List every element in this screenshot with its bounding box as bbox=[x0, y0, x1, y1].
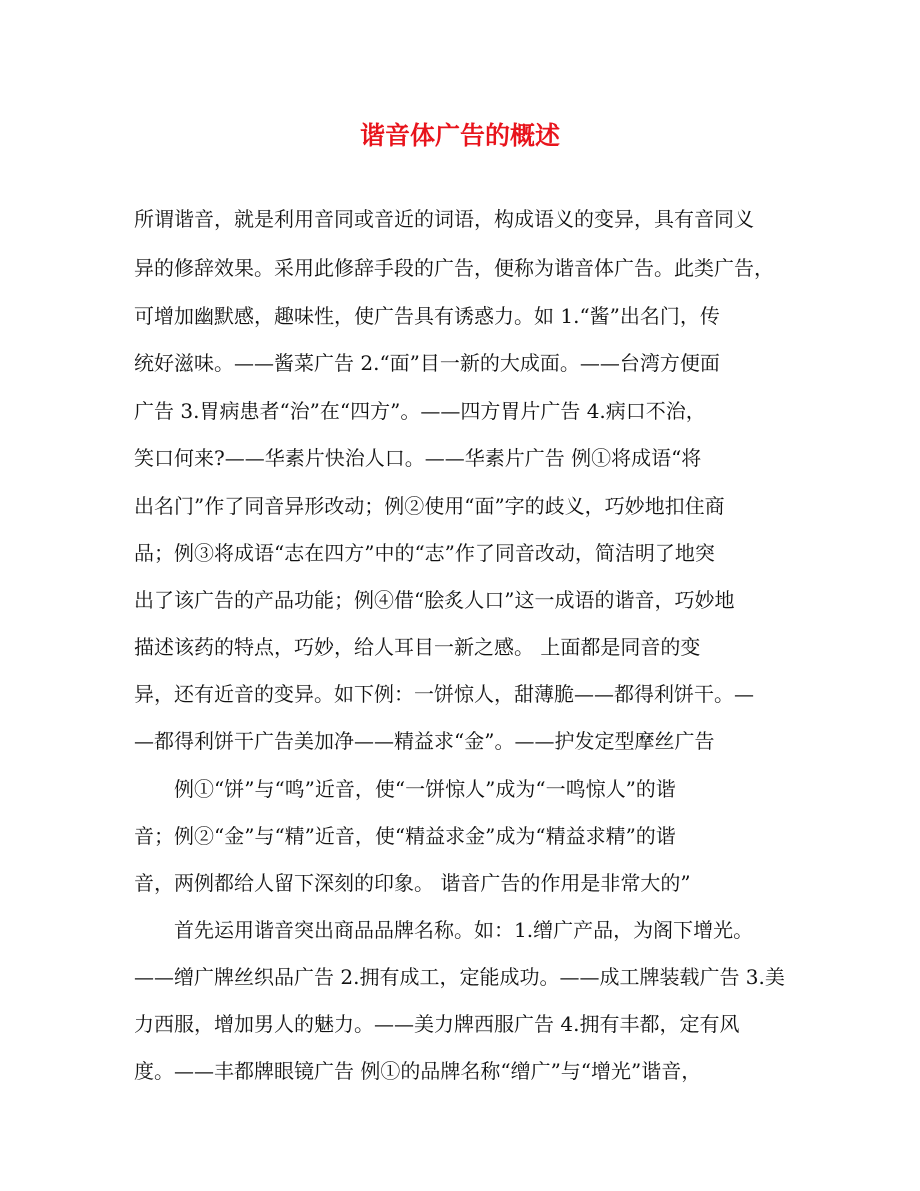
body-line-4: 统好滋味。——酱菜广告 2.“面”目一新的大成面。——台湾方便面 bbox=[134, 351, 720, 375]
document-title: 谐音体广告的概述 bbox=[359, 121, 560, 150]
body-line-1: 所谓谐音，就是利用音同或音近的词语，构成语义的变异，具有音同义 bbox=[134, 207, 754, 231]
body-line-19: 度。——丰都牌眼镜广告 例①的品牌名称“缯广”与“增光”谐音， bbox=[134, 1059, 702, 1083]
body-line-3: 可增加幽默感，趣味性，使广告具有诱惑力。如 1.“酱”出名门，传 bbox=[134, 304, 720, 328]
body-line-9: 出了该广告的产品功能；例④借“脍炙人口”这一成语的谐音，巧妙地 bbox=[134, 588, 735, 612]
body-line-11: 异，还有近音的变异。如下例：一饼惊人，甜薄脆——都得利饼干。— bbox=[134, 682, 754, 706]
body-line-8: 品；例③将成语“志在四方”中的“志”作了同音改动，简洁明了地突 bbox=[134, 541, 715, 565]
body-line-14: 音；例②“金”与“精”近音，使“精益求金”成为“精益求精”的谐 bbox=[134, 824, 676, 848]
body-line-18: 力西服，增加男人的魅力。——美力牌西服广告 4.拥有丰都，定有风 bbox=[134, 1012, 740, 1036]
body-line-13: 例①“饼”与“鸣”近音，使“一饼惊人”成为“一鸣惊人”的谐 bbox=[174, 777, 676, 801]
body-line-17: ——缯广牌丝织品广告 2.拥有成工，定能成功。——成工牌装载广告 3.美 bbox=[134, 965, 785, 989]
body-line-2: 异的修辞效果。采用此修辞手段的广告，便称为谐音体广告。此类广告， bbox=[134, 256, 774, 280]
body-line-12: —都得利饼干广告美加净——精益求“金”。——护发定型摩丝广告 bbox=[134, 729, 715, 753]
body-line-5: 广告 3.胃病患者“治”在“四方”。——四方胃片广告 4.病口不治， bbox=[134, 399, 706, 423]
body-line-6: 笑口何来?——华素片快治人口。——华素片广告 例①将成语“将 bbox=[134, 446, 702, 470]
body-line-10: 描述该药的特点，巧妙，给人耳目一新之感。 上面都是同音的变 bbox=[134, 635, 701, 659]
body-line-7: 出名门”作了同音异形改动；例②使用“面”字的歧义，巧妙地扣住商 bbox=[134, 494, 725, 518]
body-line-15: 音，两例都给人留下深刻的印象。 谐音广告的作用是非常大的” bbox=[134, 871, 691, 895]
body-line-16: 首先运用谐音突出商品品牌名称。如：1.缯广产品，为阁下增光。 bbox=[174, 918, 754, 942]
